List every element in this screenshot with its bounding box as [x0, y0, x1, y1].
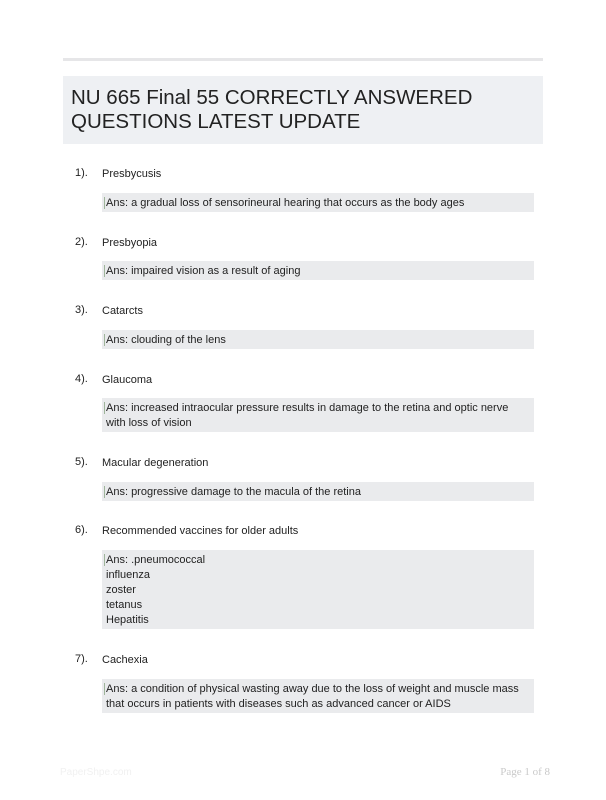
question-text: Recommended vaccines for older adults [102, 525, 299, 537]
answer-box: Ans: a gradual loss of sensorineural hearing that occurs as the body ages [102, 193, 534, 212]
title-banner [63, 76, 543, 144]
question-text: Presbycusis [102, 168, 162, 180]
question-text: Glaucoma [102, 374, 153, 386]
question-text: Catarcts [102, 305, 143, 317]
question-text: Cachexia [102, 654, 148, 666]
question-text: Macular degeneration [102, 457, 209, 469]
answer-box: Ans: .pneumococcal influenza zoster tetanus Hepatitis [102, 550, 534, 629]
answer-box: Ans: clouding of the lens [102, 330, 534, 349]
question-text: Presbyopia [102, 237, 158, 249]
top-divider [63, 58, 543, 61]
answer-box: Ans: a condition of physical wasting away due to the loss of weight and muscle mass that occurs in patients with diseases such as advanced cancer or AIDS [102, 679, 534, 713]
question-number: 4). [75, 373, 88, 385]
answer-box: Ans: progressive damage to the macula of the retina [102, 482, 534, 501]
question-number: 6). [75, 524, 88, 536]
document-title: NU 665 Final 55 CORRECTLY ANSWERED QUESTIONS LATEST UPDATE [71, 86, 473, 133]
question-number: 2). [75, 236, 88, 248]
answer-box: Ans: increased intraocular pressure results in damage to the retina and optic nerve with loss of vision [102, 398, 534, 432]
page-indicator: Page 1 of 8 [500, 766, 550, 778]
question-number: 5). [75, 456, 88, 468]
question-number: 1). [75, 167, 88, 179]
question-number: 7). [75, 653, 88, 665]
footer-watermark: PaperShpe.com [60, 767, 132, 778]
answer-box: Ans: impaired vision as a result of aging [102, 261, 534, 280]
question-number: 3). [75, 304, 88, 316]
